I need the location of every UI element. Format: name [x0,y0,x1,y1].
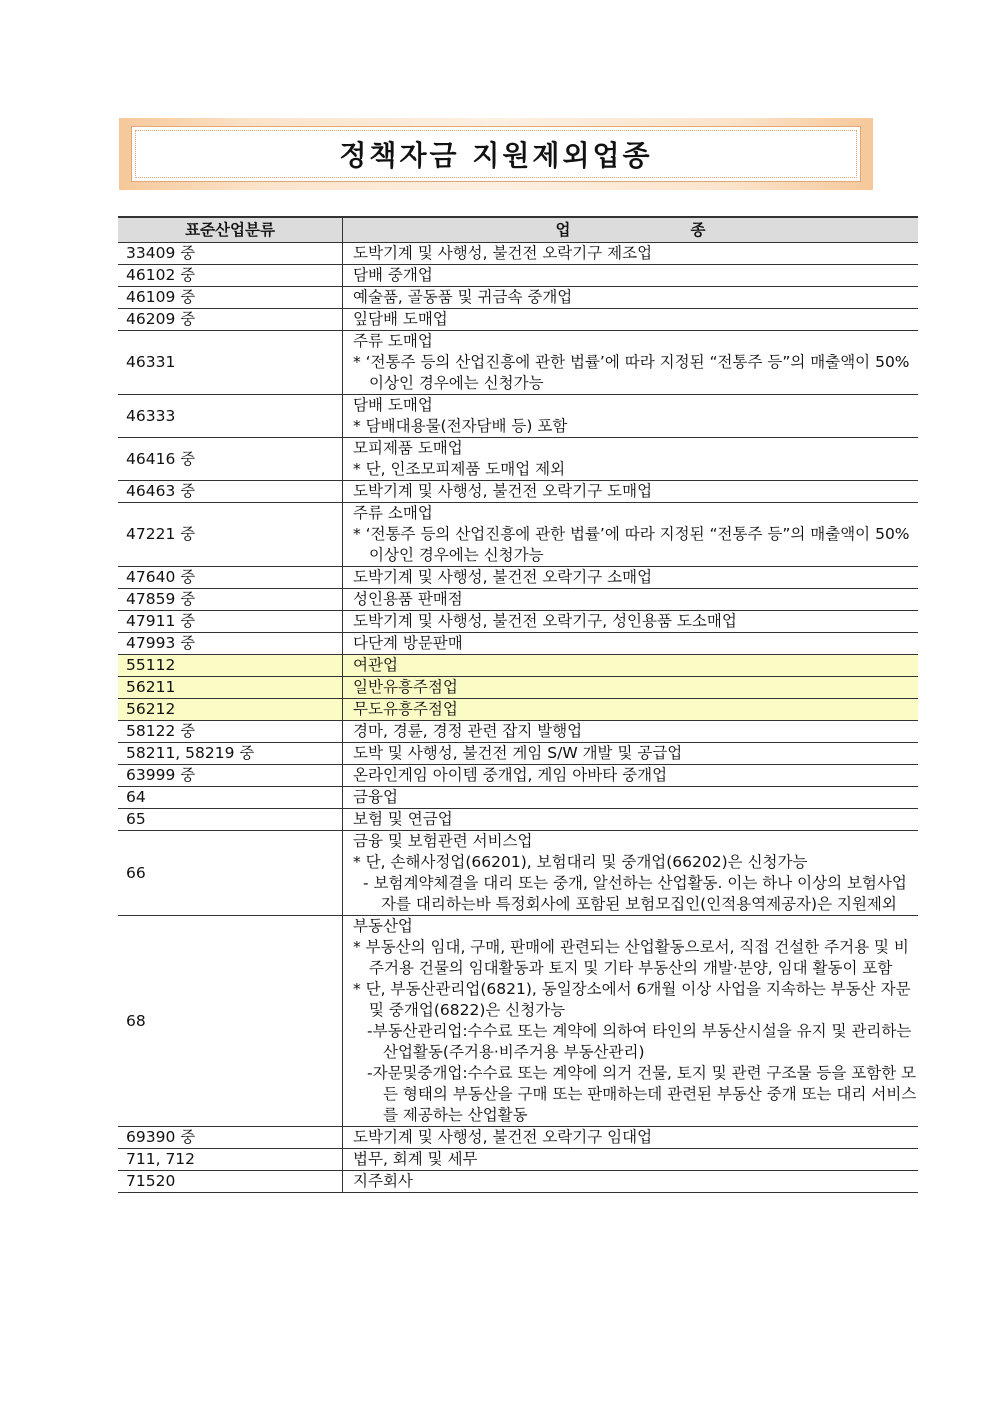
header-code: 표준산업분류 [118,217,343,243]
industry-description [343,765,919,787]
industry-name: 온라인게임 아이템 중개업, 게임 아바타 중개업 [353,766,668,784]
industry-code: 63999 중 [118,765,343,787]
table-row [118,481,918,503]
industry-description [343,721,919,743]
industry-description [343,831,919,916]
table-row [118,438,918,481]
table-row [118,309,918,331]
industry-description [343,331,919,395]
industry-name: 모피제품 도매업 [353,439,463,457]
industry-code: 46333 [118,395,343,438]
table-row [118,743,918,765]
page-title: 정책자금 지원제외업종 [339,139,653,172]
industry-name: 잎담배 도매업 [353,310,448,328]
table-header-row [118,217,918,243]
industry-name: 도박기계 및 사행성, 불건전 오락기구 소매업 [353,568,653,586]
industry-description [343,633,919,655]
industry-subnote: -부동산관리업:수수료 또는 계약에 의하여 타인의 부동산시설을 유지 및 관리하는 산업활동(주거용·비주거용 부동산관리) [367,1022,912,1061]
industry-code: 46331 [118,331,343,395]
industry-description [343,438,919,481]
industry-name: 보험 및 연금업 [353,810,453,828]
industry-name: 성인용품 판매점 [353,590,463,608]
excluded-industries-table [118,216,918,1193]
industry-name: 도박기계 및 사행성, 불건전 오락기구 제조업 [353,244,653,262]
industry-description [343,243,919,265]
industry-name: 경마, 경륜, 경정 관련 잡지 발행업 [353,722,583,740]
industry-name: 도박기계 및 사행성, 불건전 오락기구 임대업 [353,1128,653,1146]
industry-description [343,677,919,699]
table-row [118,589,918,611]
industry-description [343,265,919,287]
industry-code: 46463 중 [118,481,343,503]
industry-description [343,1127,919,1149]
industry-note: * 담배대용물(전자담배 등) 포함 [353,417,568,435]
industry-code: 56211 [118,677,343,699]
title-banner [119,118,873,190]
table-row [118,243,918,265]
industry-note: * ‘전통주 등의 산업진흥에 관한 법률’에 따라 지정된 “전통주 등”의 매출액이 50% 이상인 경우에는 신청가능 [353,525,910,564]
table-row [118,655,918,677]
industry-name: 도박기계 및 사행성, 불건전 오락기구 도매업 [353,482,653,500]
table-row [118,1171,918,1193]
header-industry-a: 업 [555,220,571,239]
table-row [118,787,918,809]
header-industry-b: 종 [690,220,706,239]
industry-name: 주류 소매업 [353,504,433,522]
industry-name: 여관업 [353,656,398,674]
industry-name: 도박 및 사행성, 불건전 게임 S/W 개발 및 공급업 [353,744,683,762]
industry-subnote: -자문및중개업:수수료 또는 계약에 의거 건물, 토지 및 관련 구조물 등을 포함한 모든 형태의 부동산을 구매 또는 판매하는데 관련된 부동산 중개 또는 대리 서비스를 제공하는 산업활동 [367,1064,917,1124]
table-row [118,831,918,916]
industry-name: 금융업 [353,788,398,806]
table-row [118,265,918,287]
industry-code: 64 [118,787,343,809]
table-row [118,287,918,309]
industry-name: 담배 도매업 [353,396,433,414]
table-row [118,677,918,699]
industry-name: 다단계 방문판매 [353,634,463,652]
industry-description [343,395,919,438]
industry-code: 65 [118,809,343,831]
industry-description [343,1149,919,1171]
title-frame-inner [135,130,857,178]
industry-name: 주류 도매업 [353,332,433,350]
header-industry [343,217,919,243]
industry-name: 지주회사 [353,1172,413,1190]
industry-code: 46102 중 [118,265,343,287]
industry-name: 무도유흥주점업 [353,700,458,718]
industry-note: * 단, 손해사정업(66201), 보험대리 및 중개업(66202)은 신청가능 [353,853,808,871]
industry-description [343,589,919,611]
industry-description [343,309,919,331]
industry-code: 47640 중 [118,567,343,589]
industry-description [343,743,919,765]
industry-note: * ‘전통주 등의 산업진흥에 관한 법률’에 따라 지정된 “전통주 등”의 매출액이 50% 이상인 경우에는 신청가능 [353,353,910,392]
table-row [118,809,918,831]
industry-description [343,481,919,503]
industry-code: 47221 중 [118,503,343,567]
industry-description [343,699,919,721]
table-row [118,611,918,633]
industry-name: 도박기계 및 사행성, 불건전 오락기구, 성인용품 도소매업 [353,612,737,630]
industry-description [343,916,919,1127]
industry-code: 711, 712 [118,1149,343,1171]
industry-code: 46109 중 [118,287,343,309]
industry-description [343,567,919,589]
table-row [118,699,918,721]
industry-code: 55112 [118,655,343,677]
industry-description [343,611,919,633]
table-row [118,765,918,787]
table-row [118,503,918,567]
industry-code: 46416 중 [118,438,343,481]
industry-code: 56212 [118,699,343,721]
industry-code: 71520 [118,1171,343,1193]
industry-code: 33409 중 [118,243,343,265]
industry-code: 58211, 58219 중 [118,743,343,765]
industry-name: 금융 및 보험관련 서비스업 [353,832,533,850]
industry-code: 69390 중 [118,1127,343,1149]
industry-description [343,287,919,309]
industry-code: 47911 중 [118,611,343,633]
industry-note: * 단, 인조모피제품 도매업 제외 [353,460,566,478]
table-row [118,395,918,438]
industry-description [343,655,919,677]
industry-description [343,503,919,567]
table-row [118,1127,918,1149]
table-row [118,1149,918,1171]
table-row [118,633,918,655]
industry-name: 예술품, 골동품 및 귀금속 중개업 [353,288,573,306]
industry-name: 부동산업 [353,917,413,935]
industry-code: 46209 중 [118,309,343,331]
industry-code: 47859 중 [118,589,343,611]
industry-code: 58122 중 [118,721,343,743]
industry-description [343,787,919,809]
table-row [118,916,918,1127]
industry-note: * 단, 부동산관리업(6821), 동일장소에서 6개월 이상 사업을 지속하는 부동산 자문 및 중개업(6822)은 신청가능 [353,980,911,1019]
table-row [118,721,918,743]
industry-code: 66 [118,831,343,916]
industry-subnote: - 보험계약체결을 대리 또는 중개, 알선하는 산업활동. 이는 하나 이상의 보험사업자를 대리하는바 특정회사에 포함된 보험모집인(인적용역제공자)은 지원제외 [363,874,907,913]
industry-code: 68 [118,916,343,1127]
industry-description [343,1171,919,1193]
table-row [118,567,918,589]
table-row [118,331,918,395]
industry-description [343,809,919,831]
industry-code: 47993 중 [118,633,343,655]
industry-name: 법무, 회계 및 세무 [353,1150,478,1168]
table-body [118,243,918,1193]
industry-name: 담배 중개업 [353,266,433,284]
industry-note: * 부동산의 임대, 구매, 판매에 관련되는 산업활동으로서, 직접 건설한 주거용 및 비주거용 건물의 임대활동과 토지 및 기타 부동산의 개발·분양, 임대 활동이 포함 [353,938,909,977]
industry-name: 일반유흥주점업 [353,678,458,696]
title-frame [131,126,861,182]
